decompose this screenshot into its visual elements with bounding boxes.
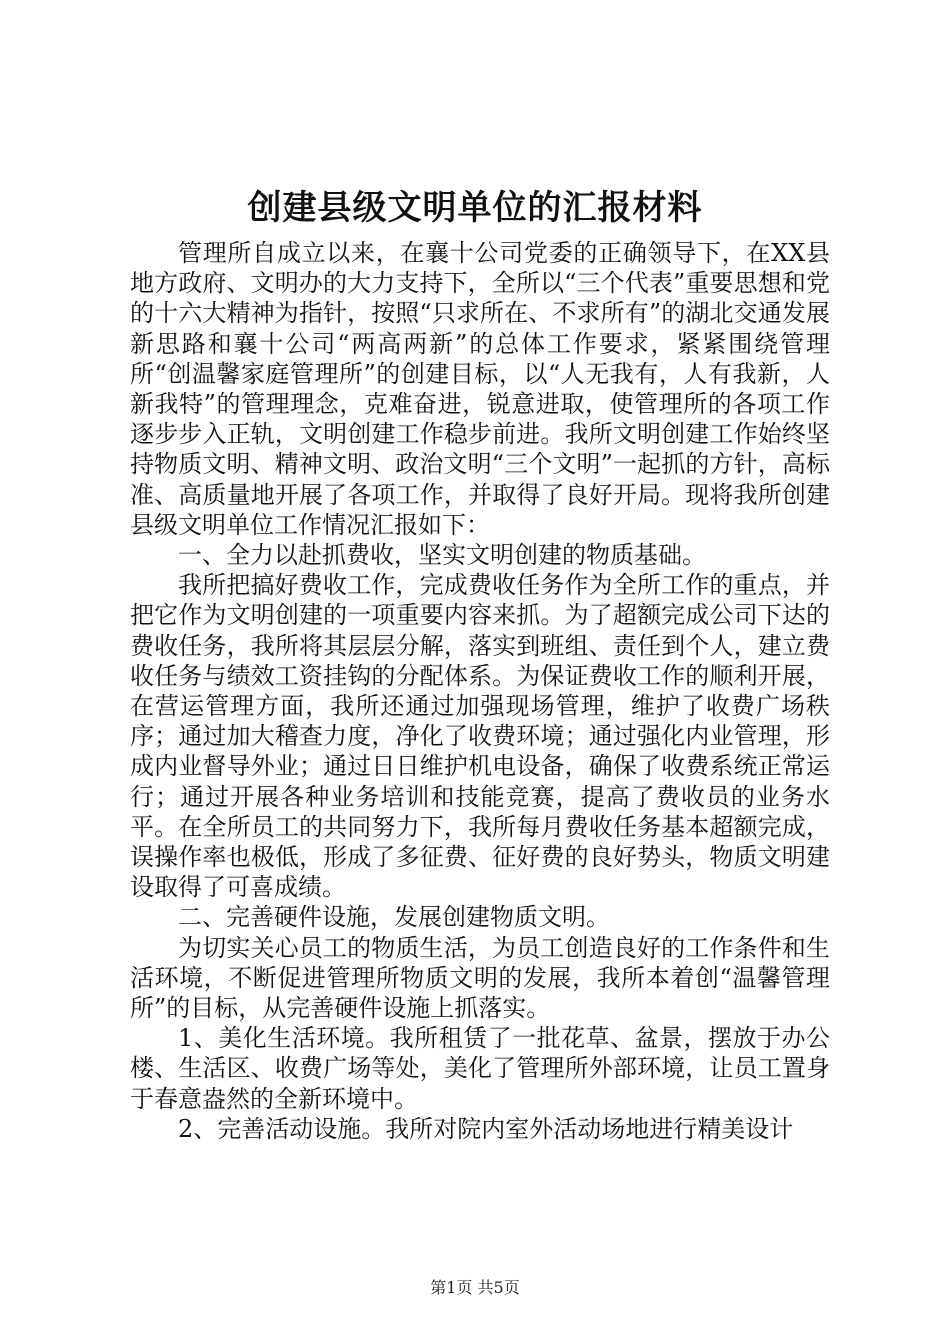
document-title: 创建县级文明单位的汇报材料: [247, 188, 703, 228]
paragraph-fee-collection: 我所把搞好费收工作，完成费收任务作为全所工作的重点，并把它作为文明创建的一项重要内容来抓。为了超额完成公司下达的费收任务，我所将其层层分解，落实到班组、责任到个人，建立费收任务与绩效工资挂钩的分配体系。为保证费收工作的顺利开展，在营运管理方面，我所还通过加强现场管理，维护了收费广场秩序；通过加大稽查力度，净化了收费环境；通过强化内业管理，形成内业督导外业；通过日日维护机电设备，确保了收费系统正常运行；通过开展各种业务培训和技能竞赛，提高了费收员的业务水平。在全所员工的共同努力下，我所每月费收任务基本超额完成，误操作率也极低，形成了多征费、征好费的良好势头，物质文明建设取得了可喜成绩。: [130, 571, 830, 902]
section-heading-2: 二、完善硬件设施，发展创建物质文明。: [178, 903, 610, 932]
section-heading-1: 一、全力以赴抓费收，坚实文明创建的物质基础。: [178, 541, 706, 570]
paragraph-intro: 管理所自成立以来，在襄十公司党委的正确领导下，在XX县地方政府、文明办的大力支持下，全所以“三个代表”重要思想和党的十六大精神为指针，按照“只求所在、不求所有”的湖北交通发展新思路和襄十公司“两高两新”的总体工作要求，紧紧围绕管理所“创温馨家庭管理所”的创建目标，以“人无我有，人有我新，人新我特”的管理理念，克难奋进，锐意进取，使管理所的各项工作逐步步入正轨，文明创建工作稳步前进。我所文明创建工作始终坚持物质文明、精神文明、政治文明“三个文明”一起抓的方针，高标准、高质量地开展了各项工作，并取得了良好开局。现将我所创建县级文明单位工作情况汇报如下：: [130, 239, 830, 539]
list-item-1: 1、美化生活环境。我所租赁了一批花草、盆景，摆放于办公楼、生活区、收费广场等处，美化了管理所外部环境，让员工置身于春意盎然的全新环境中。: [130, 1024, 830, 1113]
paragraph-hardware: 为切实关心员工的物质生活，为员工创造良好的工作条件和生活环境，不断促进管理所物质文明的发展，我所本着创“温馨管理所”的目标，从完善硬件设施上抓落实。: [130, 933, 830, 1023]
page-footer: 第1页 共5页: [430, 1278, 520, 1297]
document-body: [130, 238, 830, 1144]
list-item-2: 2、完善活动设施。我所对院内室外活动场地进行精美设计: [178, 1114, 794, 1143]
